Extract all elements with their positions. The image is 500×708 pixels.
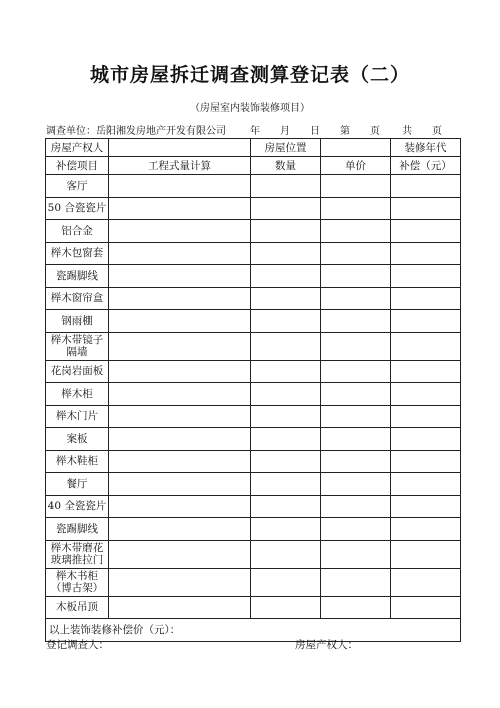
compensation-cell[interactable] [391, 518, 461, 541]
item-name: 钢雨棚 [46, 310, 109, 333]
location-field[interactable] [321, 139, 391, 157]
calculation-cell[interactable] [109, 568, 251, 596]
calculation-cell[interactable] [109, 332, 251, 360]
unit-price-cell[interactable] [321, 220, 391, 243]
unit-price-cell[interactable] [321, 540, 391, 568]
table-row [46, 405, 461, 428]
table-row [46, 383, 461, 406]
compensation-cell[interactable] [391, 405, 461, 428]
compensation-cell[interactable] [391, 596, 461, 619]
compensation-cell[interactable] [391, 450, 461, 473]
unit-price-cell[interactable] [321, 310, 391, 333]
table-row [46, 287, 461, 310]
quantity-cell[interactable] [251, 450, 321, 473]
calculation-cell[interactable] [109, 540, 251, 568]
quantity-cell[interactable] [251, 596, 321, 619]
table-row [46, 495, 461, 518]
table-row [46, 596, 461, 619]
calculation-cell[interactable] [109, 518, 251, 541]
unit-price-cell[interactable] [321, 242, 391, 265]
column-header-row [46, 157, 461, 175]
calculation-cell[interactable] [109, 242, 251, 265]
table-row [46, 175, 461, 198]
unit-price-cell[interactable] [321, 383, 391, 406]
owner-label: 房屋产权人 [46, 139, 109, 157]
quantity-cell[interactable] [251, 197, 321, 220]
table-row [46, 473, 461, 496]
compensation-cell[interactable] [391, 360, 461, 383]
item-name: 榉木带镜子隔墙 [46, 332, 109, 360]
form-title: 城市房屋拆迁调查测算登记表（二） [89, 64, 410, 86]
table-row [46, 265, 461, 288]
unit-price-cell[interactable] [321, 450, 391, 473]
survey-date: 年 月 日 [250, 126, 320, 137]
unit-price-cell[interactable] [321, 495, 391, 518]
quantity-cell[interactable] [251, 360, 321, 383]
item-name: 花岗岩面板 [46, 360, 109, 383]
calculation-cell[interactable] [109, 450, 251, 473]
quantity-cell[interactable] [251, 428, 321, 451]
unit-price-cell[interactable] [321, 265, 391, 288]
quantity-cell[interactable] [251, 540, 321, 568]
compensation-cell[interactable] [391, 568, 461, 596]
item-name: 客厅 [46, 175, 109, 198]
quantity-cell[interactable] [251, 287, 321, 310]
compensation-cell[interactable] [391, 383, 461, 406]
table-row [46, 450, 461, 473]
calculation-cell[interactable] [109, 495, 251, 518]
owner-field[interactable] [109, 139, 251, 157]
column-header-compensation: 补偿（元） [391, 157, 461, 175]
item-name: 榉木鞋柜 [46, 450, 109, 473]
quantity-cell[interactable] [251, 242, 321, 265]
item-name: 木板吊顶 [46, 596, 109, 619]
unit-price-cell[interactable] [321, 518, 391, 541]
table-row [46, 310, 461, 333]
calculation-cell[interactable] [109, 428, 251, 451]
table-row [46, 568, 461, 596]
quantity-cell[interactable] [251, 383, 321, 406]
unit-price-cell[interactable] [321, 197, 391, 220]
compensation-cell[interactable] [391, 540, 461, 568]
compensation-cell[interactable] [391, 220, 461, 243]
calculation-cell[interactable] [109, 473, 251, 496]
quantity-cell[interactable] [251, 518, 321, 541]
location-label: 房屋位置 [251, 139, 321, 157]
page-number: 第 页 [340, 126, 380, 137]
compensation-cell[interactable] [391, 197, 461, 220]
calculation-cell[interactable] [109, 197, 251, 220]
survey-unit: 调查单位：岳阳湘发房地产开发有限公司 [46, 126, 226, 137]
unit-price-cell[interactable] [321, 428, 391, 451]
table-row [46, 242, 461, 265]
quantity-cell[interactable] [251, 175, 321, 198]
table-row [46, 540, 461, 568]
quantity-cell[interactable] [251, 405, 321, 428]
unit-price-cell[interactable] [321, 287, 391, 310]
unit-price-cell[interactable] [321, 360, 391, 383]
calculation-cell[interactable] [109, 360, 251, 383]
quantity-cell[interactable] [251, 310, 321, 333]
quantity-cell[interactable] [251, 495, 321, 518]
item-name: 40 全瓷瓷片 [46, 495, 109, 518]
registration-table [45, 138, 461, 642]
calculation-cell[interactable] [109, 220, 251, 243]
investigator-signature: 登记调查人： [46, 639, 109, 651]
compensation-cell[interactable] [391, 287, 461, 310]
compensation-cell[interactable] [391, 495, 461, 518]
compensation-cell[interactable] [391, 175, 461, 198]
quantity-cell[interactable] [251, 220, 321, 243]
item-name: 餐厅 [46, 473, 109, 496]
table-row [46, 197, 461, 220]
total-pages: 共 页 [402, 126, 442, 137]
quantity-cell[interactable] [251, 332, 321, 360]
column-header-quantity: 数量 [251, 157, 321, 175]
owner-row [46, 139, 461, 157]
summary-label[interactable]: 以上装饰装修补偿价（元）： [46, 619, 461, 642]
calculation-cell[interactable] [109, 265, 251, 288]
item-name: 榉木门片 [46, 405, 109, 428]
calculation-cell[interactable] [109, 287, 251, 310]
item-name: 瓷踢脚线 [46, 518, 109, 541]
calculation-cell[interactable] [109, 175, 251, 198]
compensation-cell[interactable] [391, 473, 461, 496]
column-header-item: 补偿项目 [46, 157, 109, 175]
table-row [46, 428, 461, 451]
item-name: 50 合瓷瓷片 [46, 197, 109, 220]
calculation-cell[interactable] [109, 405, 251, 428]
decoration-year-label: 装修年代 [391, 139, 461, 157]
calculation-cell[interactable] [109, 596, 251, 619]
table-row [46, 332, 461, 360]
unit-price-cell[interactable] [321, 405, 391, 428]
quantity-cell[interactable] [251, 568, 321, 596]
table-row [46, 360, 461, 383]
compensation-cell[interactable] [391, 332, 461, 360]
item-name: 榉木书柜（博古架） [46, 568, 109, 596]
column-header-calculation: 工程式量计算 [109, 157, 251, 175]
item-name: 瓷踢脚线 [46, 265, 109, 288]
column-header-unit-price: 单价 [321, 157, 391, 175]
item-name: 榉木包窗套 [46, 242, 109, 265]
compensation-cell[interactable] [391, 242, 461, 265]
compensation-cell[interactable] [391, 428, 461, 451]
item-name: 榉木带磨花玻璃推拉门 [46, 540, 109, 568]
table-row [46, 518, 461, 541]
table-row [46, 220, 461, 243]
calculation-cell[interactable] [109, 310, 251, 333]
unit-price-cell[interactable] [321, 175, 391, 198]
compensation-cell[interactable] [391, 310, 461, 333]
unit-price-cell[interactable] [321, 596, 391, 619]
item-name: 榉木柜 [46, 383, 109, 406]
calculation-cell[interactable] [109, 383, 251, 406]
owner-signature: 房屋产权人： [295, 639, 358, 651]
item-name: 铝合金 [46, 220, 109, 243]
unit-price-cell[interactable] [321, 473, 391, 496]
item-name: 案板 [46, 428, 109, 451]
form-subtitle: （房屋室内装饰装修项目） [190, 103, 310, 114]
unit-price-cell[interactable] [321, 332, 391, 360]
quantity-cell[interactable] [251, 473, 321, 496]
item-name: 榉木窗帘盒 [46, 287, 109, 310]
quantity-cell[interactable] [251, 265, 321, 288]
compensation-cell[interactable] [391, 265, 461, 288]
unit-price-cell[interactable] [321, 568, 391, 596]
